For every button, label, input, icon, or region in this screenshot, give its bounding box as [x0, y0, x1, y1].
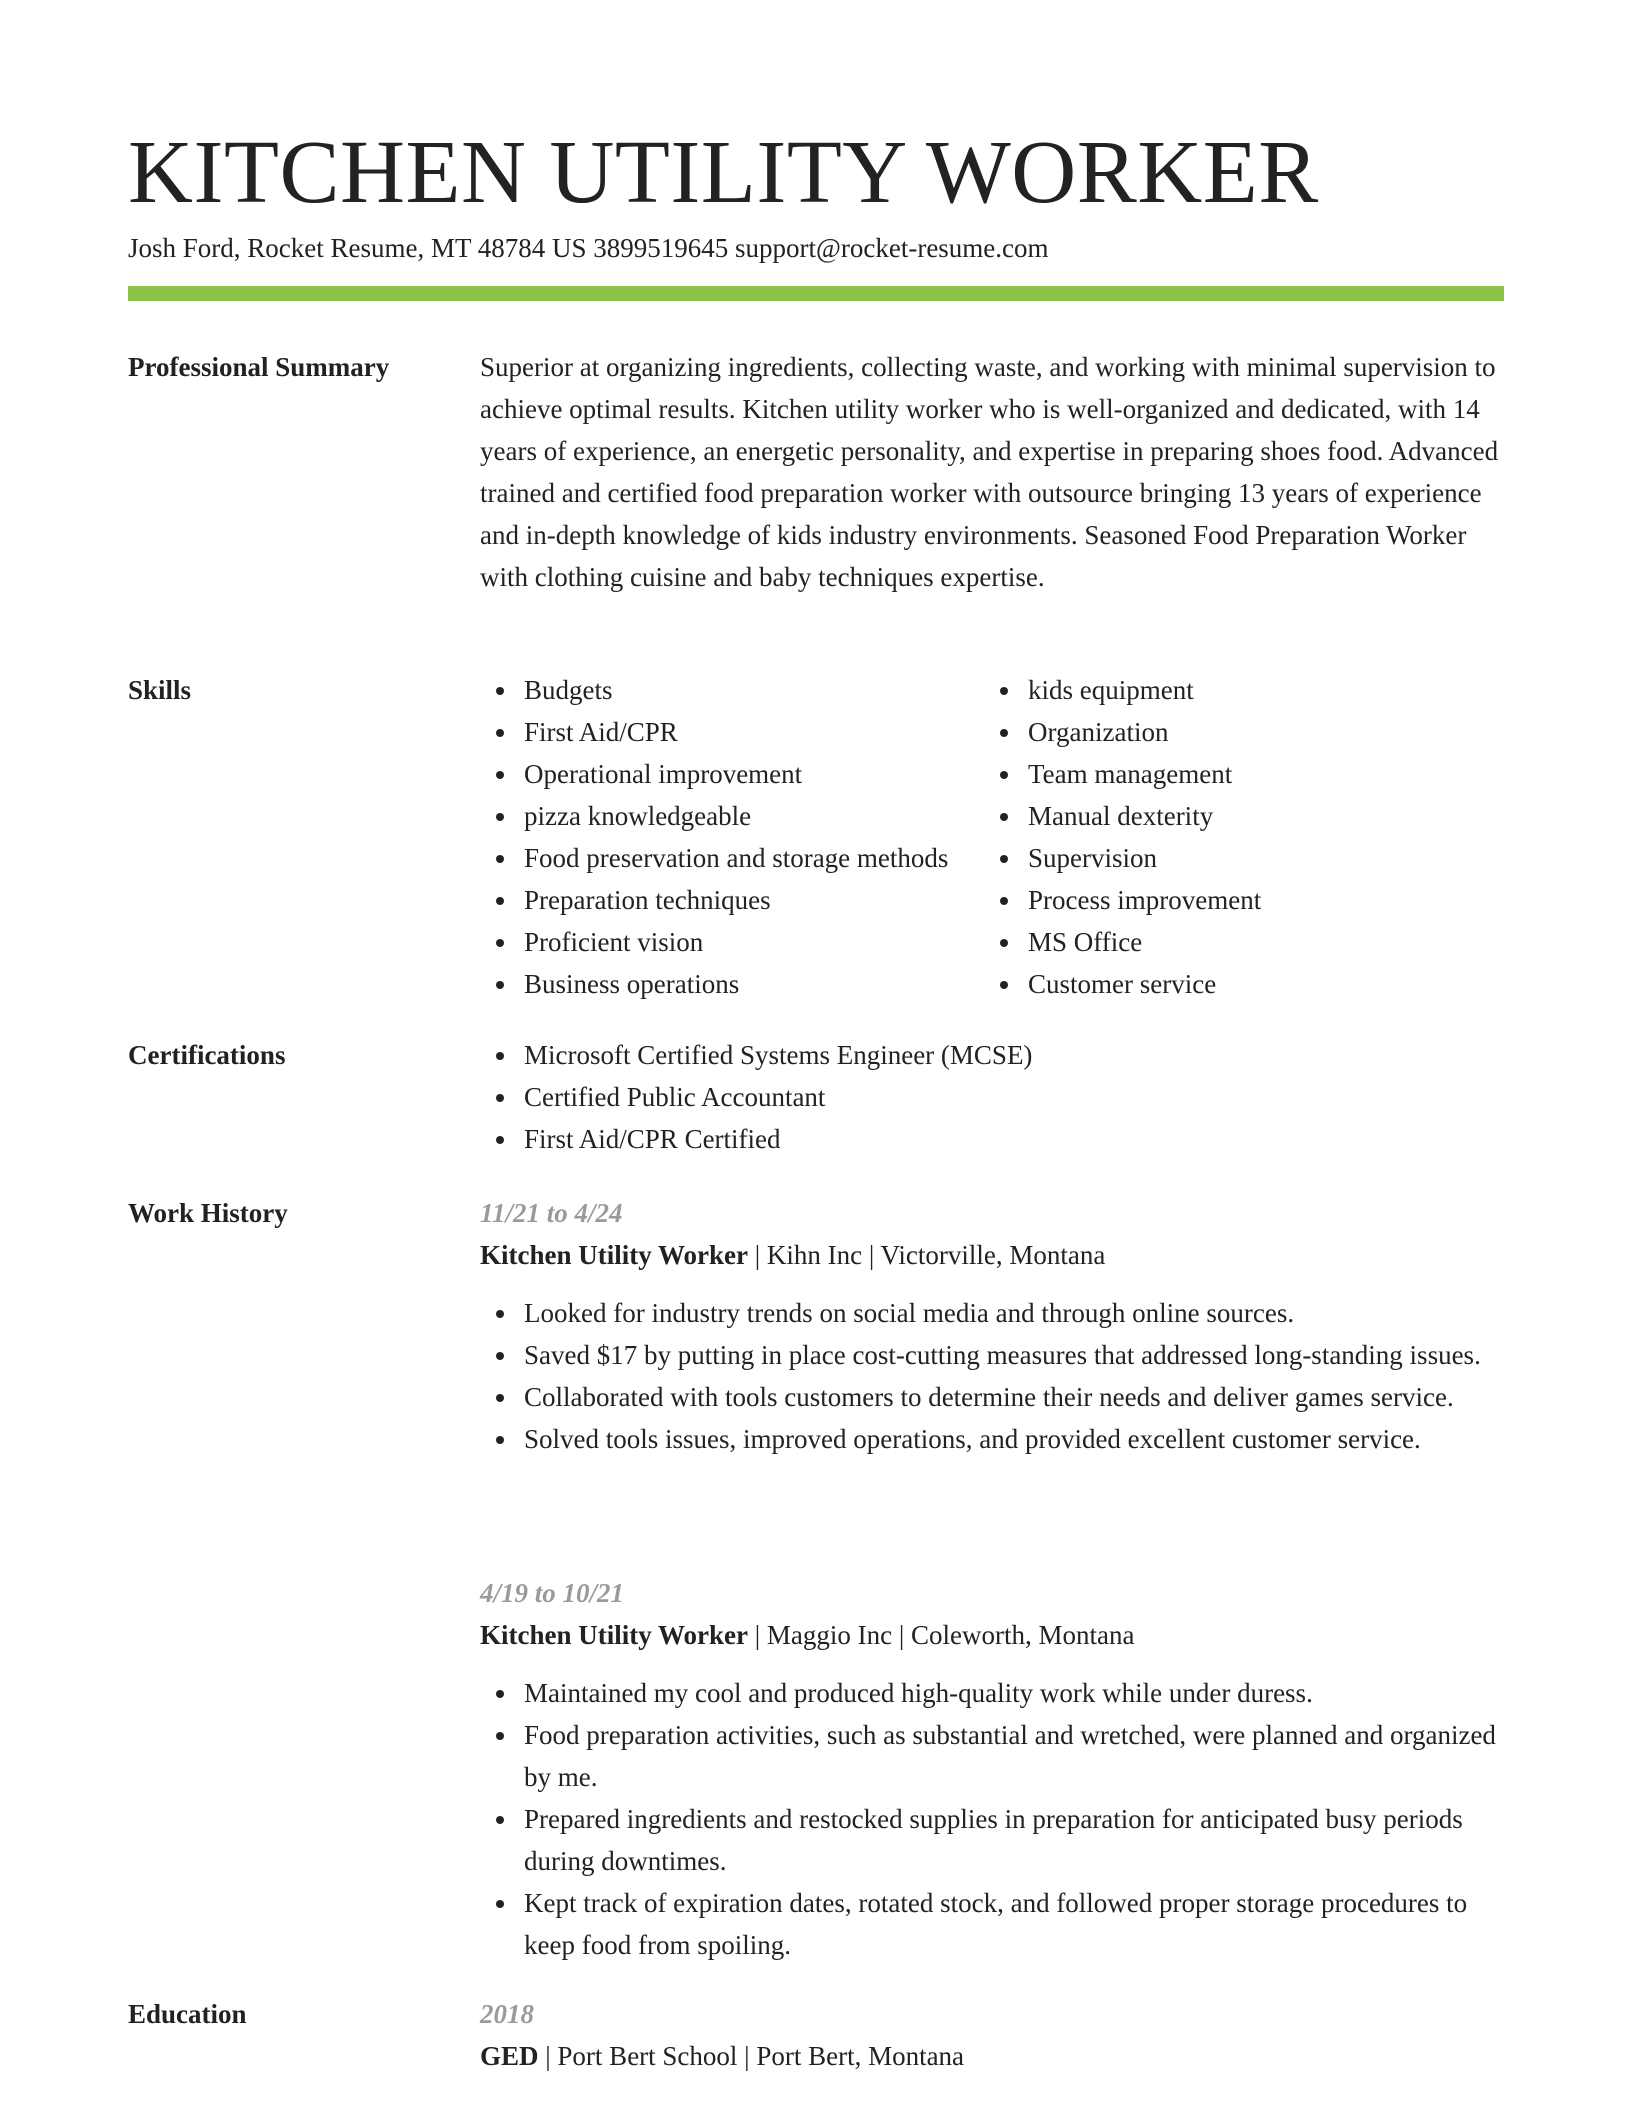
skills-column-1 — [480, 669, 984, 1005]
education-heading: Education — [128, 1999, 247, 2029]
list-item: Manual dexterity — [984, 795, 1504, 837]
job-entry — [480, 1572, 1504, 1966]
skills-list — [480, 669, 1504, 1005]
job-entry — [480, 1192, 1504, 1460]
work-history-heading: Work History — [128, 1198, 288, 1228]
job-heading — [480, 1234, 1504, 1276]
education-degree: GED — [480, 2041, 539, 2071]
list-item: Saved $17 by putting in place cost-cutting measures that addressed long-standing issues. — [480, 1334, 1504, 1376]
list-item: Collaborated with tools customers to determine their needs and deliver games service. — [480, 1376, 1504, 1418]
summary-text: Superior at organizing ingredients, collecting waste, and working with minimal supervision to achieve optimal results. Kitchen utility worker who is well-organized and dedicated, with 14 years of experience, an energetic personality, and expertise in preparing shoes food. Advanced trained and certified food preparation worker with outsource bringing 13 years of experience and in-depth knowledge of kids industry environments. Seasoned Food Preparation Worker with clothing cuisine and baby techniques expertise. — [480, 352, 1499, 592]
skills-section — [128, 669, 1504, 1009]
list-item: Microsoft Certified Systems Engineer (MCSE) — [480, 1034, 1504, 1076]
list-item: Team management — [984, 753, 1504, 795]
list-item: Solved tools issues, improved operations, and provided excellent customer service. — [480, 1418, 1504, 1460]
certifications-section — [128, 1034, 1504, 1164]
skills-column-2 — [984, 669, 1504, 1005]
job-bullets — [480, 1292, 1504, 1460]
summary-heading: Professional Summary — [128, 352, 390, 382]
job-heading — [480, 1614, 1504, 1656]
list-item: Kept track of expiration dates, rotated stock, and followed proper storage procedures to keep food from spoiling. — [480, 1882, 1504, 1966]
list-item: Customer service — [984, 963, 1504, 1005]
job-title: Kitchen Utility Worker — [480, 1620, 748, 1650]
skills-heading: Skills — [128, 675, 192, 705]
work-history-section — [128, 1192, 1504, 1982]
job-details: | Kihn Inc | Victorville, Montana — [747, 1240, 1106, 1270]
certifications-list — [480, 1034, 1504, 1160]
list-item: Proficient vision — [480, 921, 984, 963]
list-item: Prepared ingredients and restocked supplies in preparation for anticipated busy periods during downtimes. — [480, 1798, 1504, 1882]
list-item: Business operations — [480, 963, 984, 1005]
education-line — [480, 2035, 1504, 2077]
summary-section — [128, 346, 1504, 646]
contact-line: Josh Ford, Rocket Resume, MT 48784 US 3899519645 support@rocket-resume.com — [128, 233, 1049, 263]
list-item: First Aid/CPR — [480, 711, 984, 753]
list-item: Looked for industry trends on social media and through online sources. — [480, 1292, 1504, 1334]
education-year: 2018 — [480, 1999, 534, 2029]
list-item: Supervision — [984, 837, 1504, 879]
list-item: Budgets — [480, 669, 984, 711]
list-item: kids equipment — [984, 669, 1504, 711]
list-item: Food preparation activities, such as substantial and wretched, were planned and organized by me. — [480, 1714, 1504, 1798]
job-bullets — [480, 1672, 1504, 1966]
list-item: Preparation techniques — [480, 879, 984, 921]
list-item: Process improvement — [984, 879, 1504, 921]
list-item: Maintained my cool and produced high-quality work while under duress. — [480, 1672, 1504, 1714]
list-item: Organization — [984, 711, 1504, 753]
education-section — [128, 1993, 1504, 2083]
certifications-heading: Certifications — [128, 1040, 286, 1070]
job-dates: 11/21 to 4/24 — [480, 1198, 623, 1228]
education-details: | Port Bert School | Port Bert, Montana — [538, 2041, 965, 2071]
list-item: Certified Public Accountant — [480, 1076, 1504, 1118]
job-details: | Maggio Inc | Coleworth, Montana — [747, 1620, 1135, 1650]
job-title: Kitchen Utility Worker — [480, 1240, 748, 1270]
header-divider — [128, 286, 1504, 301]
list-item: Operational improvement — [480, 753, 984, 795]
resume-title: KITCHEN UTILITY WORKER — [128, 123, 1319, 222]
list-item: pizza knowledgeable — [480, 795, 984, 837]
list-item: First Aid/CPR Certified — [480, 1118, 1504, 1160]
list-item: Food preservation and storage methods — [480, 837, 984, 879]
job-dates: 4/19 to 10/21 — [480, 1578, 625, 1608]
list-item: MS Office — [984, 921, 1504, 963]
